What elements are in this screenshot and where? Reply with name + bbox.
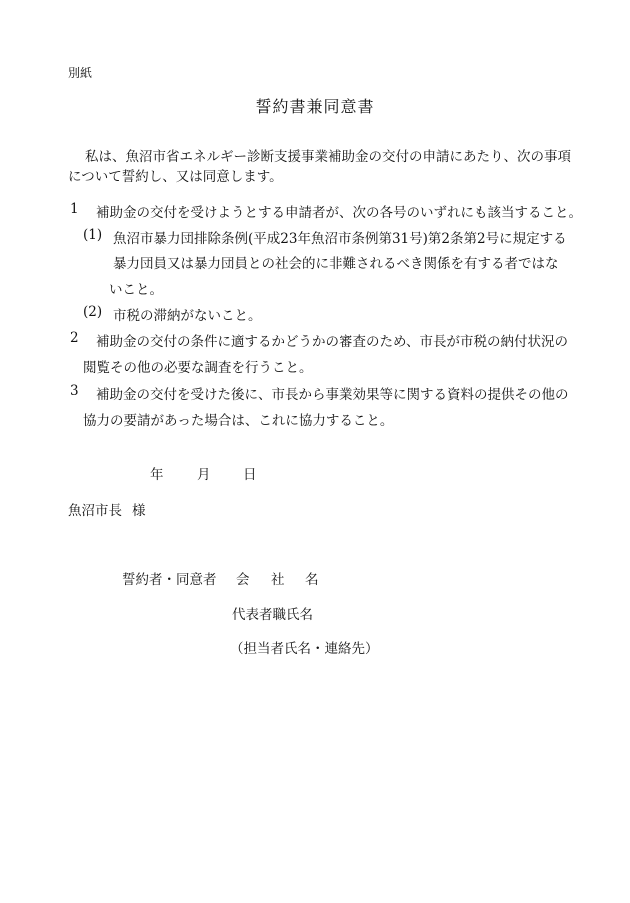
intro-line-1: 私は、魚沼市省エネルギー診断支援事業補助金の交付の申請にあたり、次の事項 xyxy=(85,149,571,165)
date-year: 年 xyxy=(150,467,164,483)
subitem-number: (1) xyxy=(83,227,103,243)
company-name-label: 社 xyxy=(271,572,285,588)
subitem-number: (2) xyxy=(83,304,103,320)
signer-role: 誓約者・同意者 xyxy=(122,572,217,588)
item-number: 3 xyxy=(70,383,79,399)
item-text: 補助金の交付の条件に適するかどうかの審査のため、市長が市税の納付状況の xyxy=(96,334,568,350)
intro-line-2: について誓約し、又は同意します。 xyxy=(68,169,283,185)
company-name-label: 会 xyxy=(236,572,250,588)
document-title: 誓約書兼同意書 xyxy=(255,97,375,116)
date-day: 日 xyxy=(243,467,257,483)
subitem-text: 市税の滞納がないこと。 xyxy=(113,308,262,324)
attachment-label: 別紙 xyxy=(68,66,93,80)
item-number: 1 xyxy=(70,201,79,217)
subitem-text: 暴力団員又は暴力団員との社会的に非難されるべき関係を有する者ではな xyxy=(113,256,559,272)
company-name-label: 名 xyxy=(305,572,319,588)
subitem-text: いこと。 xyxy=(109,282,163,298)
contact-label: （担当者氏名・連絡先） xyxy=(230,641,379,657)
addressee: 魚沼市長 xyxy=(68,503,122,519)
subitem-text: 魚沼市暴力団排除条例(平成23年魚沼市条例第31号)第2条第2号に規定する xyxy=(113,231,567,247)
item-text: 閲覧その他の必要な調査を行うこと。 xyxy=(83,360,313,376)
honorific: 様 xyxy=(132,503,146,519)
item-text: 補助金の交付を受けようとする申請者が、次の各号のいずれにも該当すること。 xyxy=(96,205,582,221)
item-number: 2 xyxy=(70,330,79,346)
item-text: 補助金の交付を受けた後に、市長から事業効果等に関する資料の提供その他の xyxy=(96,387,569,403)
representative-label: 代表者職氏名 xyxy=(232,607,313,623)
item-text: 協力の要請があった場合は、これに協力すること。 xyxy=(83,413,394,429)
date-month: 月 xyxy=(197,467,211,483)
